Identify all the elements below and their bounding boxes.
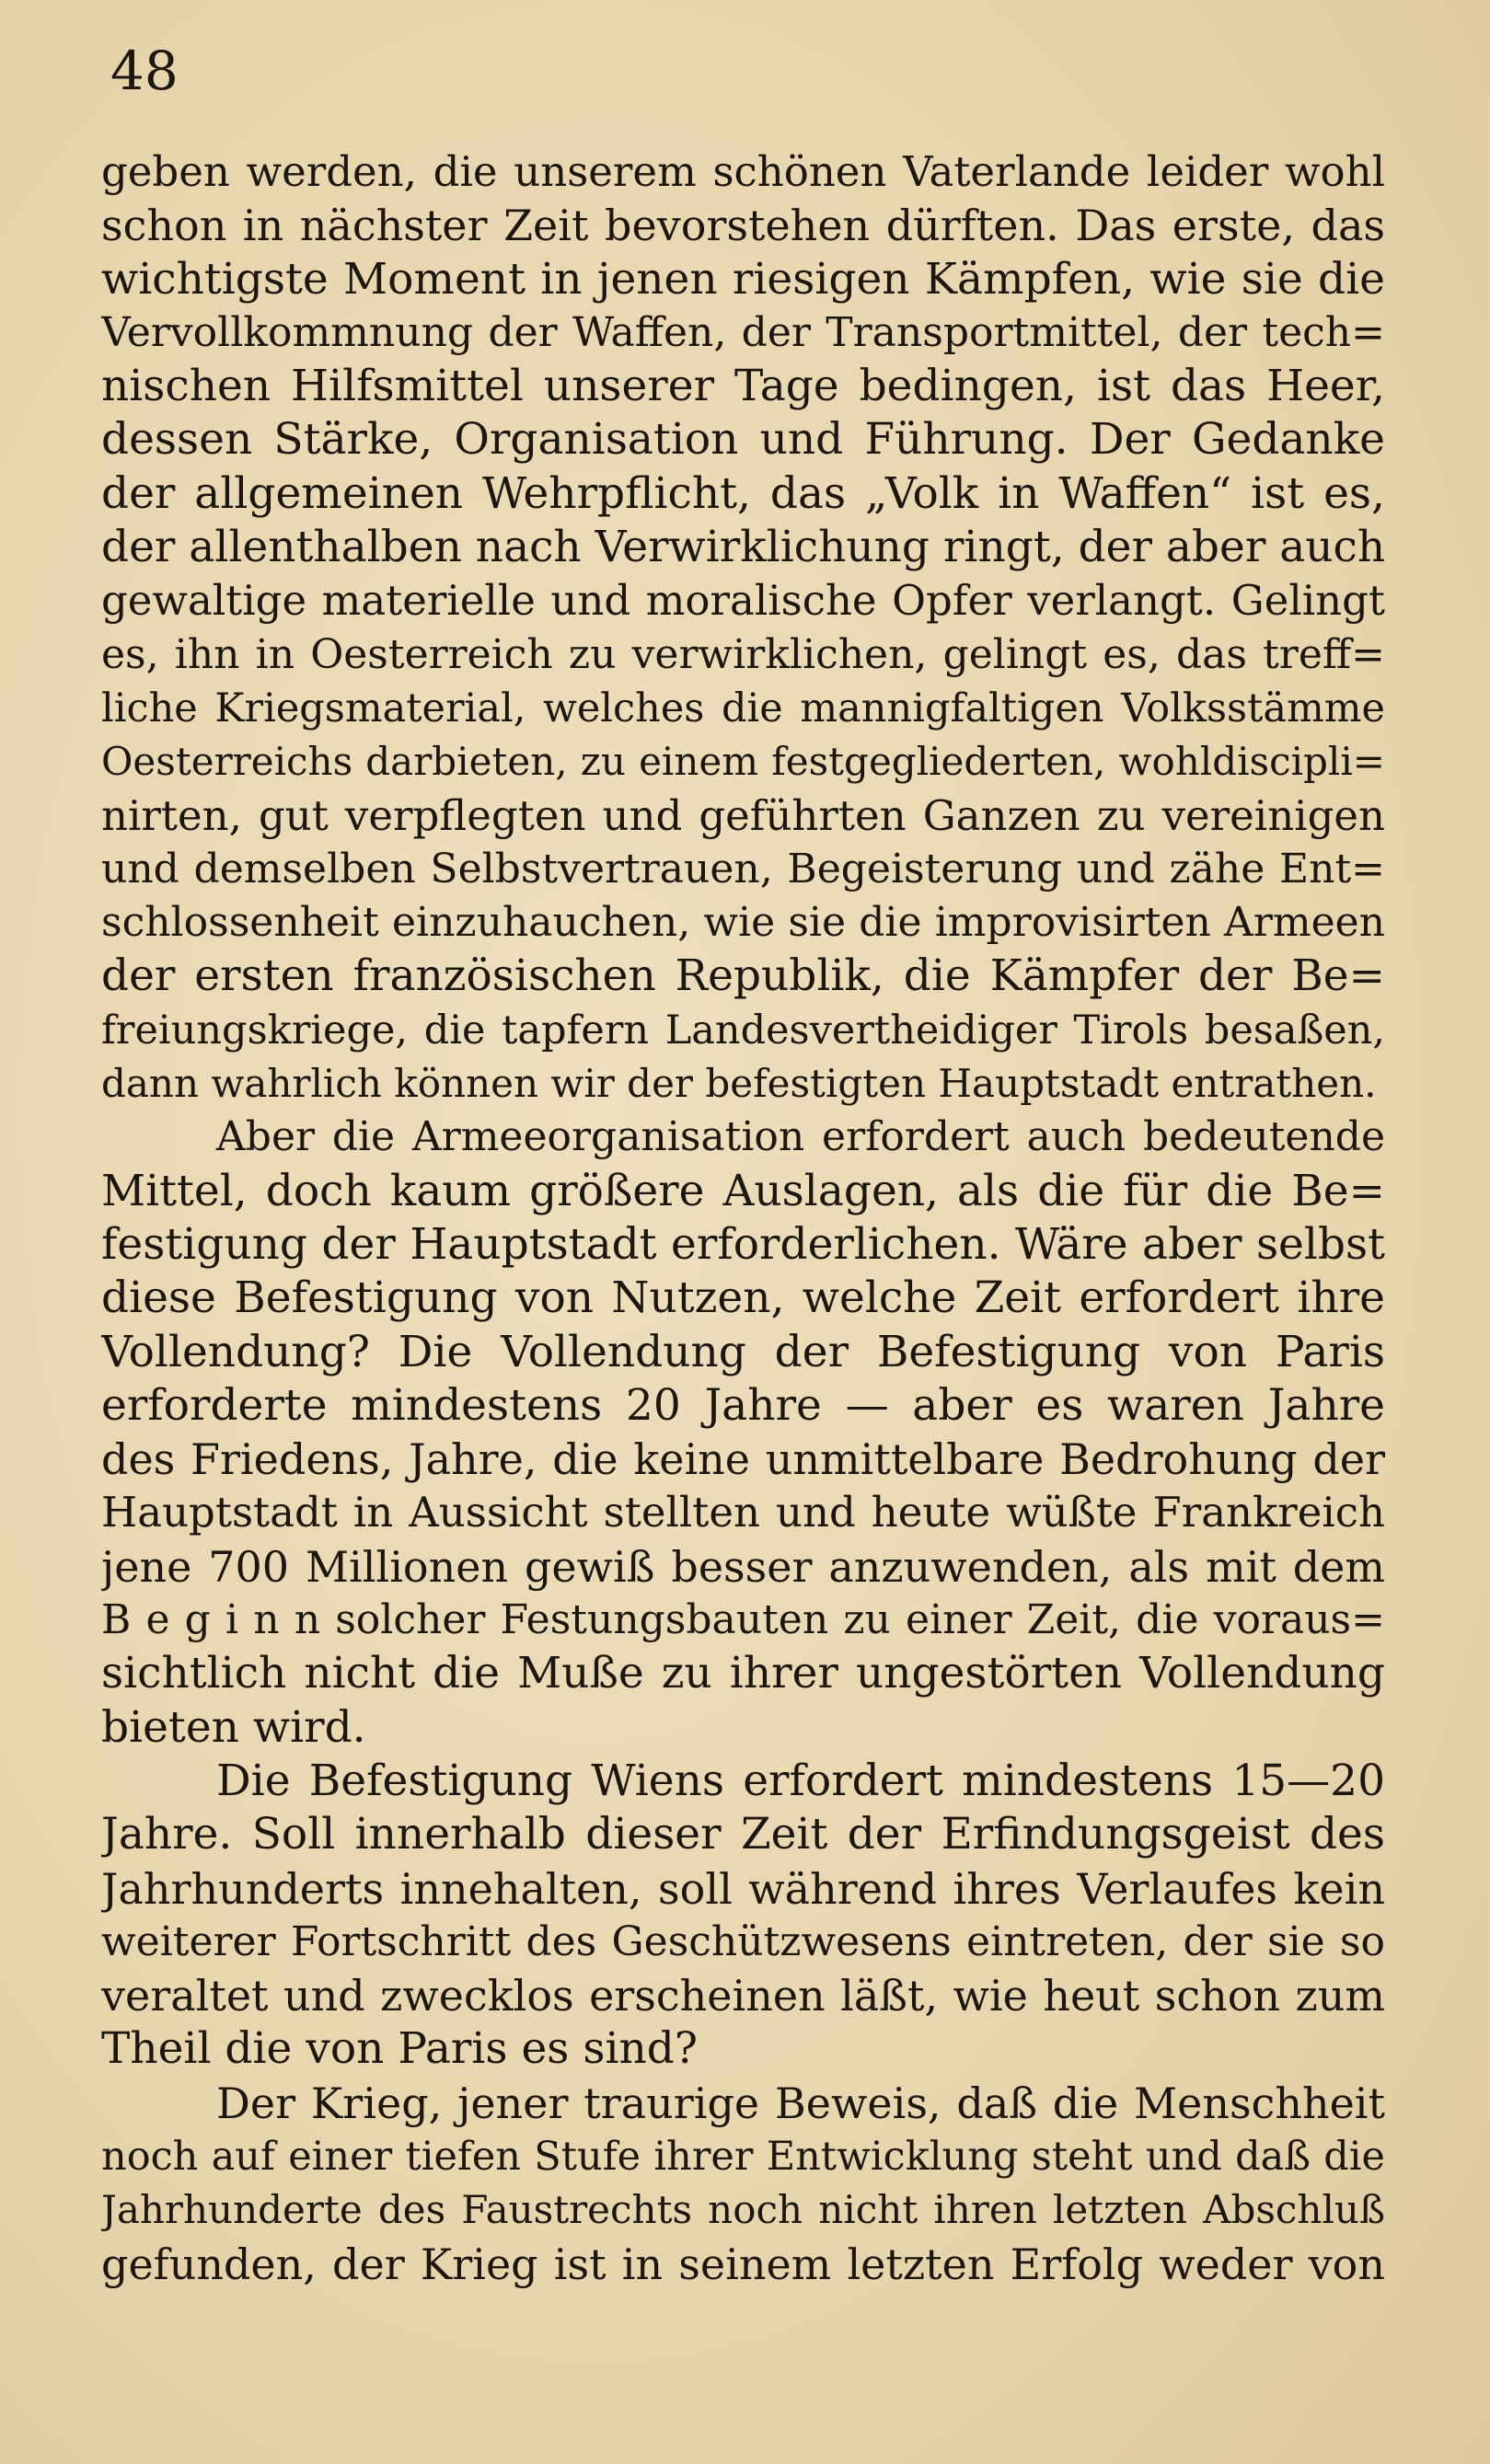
text-line: veraltet und zwecklos erscheinen läßt, wie heut schon zum [101,1971,1385,2021]
body-text [101,145,1385,2291]
text-line: Theil die von Paris es sind? [101,2023,699,2075]
text-line: liche Kriegsmaterial, welches die mannigfaltigen Volksstämme [101,685,1385,731]
page-number: 48 [110,40,179,102]
text-line: gefunden, der Krieg ist in seinem letzten Erfolg weder von [101,2239,1385,2289]
text-line: nirten, gut verpflegten und geführten Ganzen zu vereinigen [101,790,1385,840]
text-line: gewaltige materielle und moralische Opfer verlangt. Gelingt [101,576,1385,626]
text-line: B e g i n n solcher Festungsbauten zu einer Zeit, die voraus= [101,1596,1385,1644]
text-line: freiungskriege, die tapfern Landesvertheidiger Tirols besaßen, [101,1007,1385,1054]
text-line: wichtigste Moment in jenen riesigen Kämpfen, wie sie die [101,253,1385,305]
text-line: Vollendung? Die Vollendung der Befestigung von Paris [101,1326,1385,1377]
text-line: schon in nächster Zeit bevorstehen dürften. Das erste, das [101,201,1385,251]
paragraph [101,1755,1385,2077]
text-line: sichtlich nicht die Muße zu ihrer ungestörten Vollendung [101,1648,1385,1699]
text-line: Vervollkommnung der Waffen, der Transportmittel, der tech= [101,308,1385,356]
text-line: festigung der Hauptstadt erforderlichen. Wäre aber selbst [101,1218,1385,1270]
paragraph [101,1111,1385,1755]
text-line: jene 700 Millionen gewiß besser anzuwenden, als mit dem [101,1541,1385,1592]
text-line: des Friedens, Jahre, die keine unmittelbare Bedrohung der [101,1434,1385,1485]
text-line: nischen Hilfsmittel unserer Tage bedingen, ist das Heer, [101,361,1385,412]
text-line: Jahrhunderts innehalten, soll während ihres Verlaufes kein [101,1863,1385,1914]
text-line: Die Befestigung Wiens erfordert mindestens 15—20 [216,1755,1385,1806]
paragraph [101,2077,1385,2291]
text-line: der allenthalben nach Verwirklichung ringt, der aber auch [101,522,1385,573]
text-line: weiterer Fortschritt des Geschützwesens eintreten, der sie so [101,1917,1385,1965]
text-line: Hauptstadt in Aussicht stellten und heute wüßte Frankreich [101,1488,1385,1537]
text-line: schlossenheit einzuhauchen, wie sie die improvisirten Armeen [101,899,1385,947]
text-line: dessen Stärke, Organisation und Führung. Der Gedanke [101,414,1385,466]
text-line: bieten wird. [101,1701,366,1753]
text-line: noch auf einer tiefen Stufe ihrer Entwicklung steht und daß die [101,2133,1385,2180]
text-line: Aber die Armeeorganisation erfordert auch bedeutende [216,1113,1385,1161]
text-line: es, ihn in Oesterreich zu verwirklichen, gelingt es, das treff= [101,630,1385,678]
text-line: Der Krieg, jener traurige Beweis, daß die Menschheit [216,2078,1385,2128]
text-line: Jahre. Soll innerhalb dieser Zeit der Erfindungsgeist des [101,1809,1385,1860]
text-line: und demselben Selbstvertrauen, Begeisterung und zähe Ent= [101,845,1385,892]
text-line: erforderte mindestens 20 Jahre — aber es waren Jahre [101,1379,1385,1431]
text-line: Mittel, doch kaum größere Auslagen, als die für die Be= [101,1165,1385,1216]
text-line: Jahrhunderte des Faustrechts noch nicht ihren letzten Abschluß [101,2187,1385,2233]
text-line: dann wahrlich können wir der befestigten Hauptstadt entrathen. [101,1061,1377,1107]
text-line: der allgemeinen Wehrpflicht, das „Volk in Waffen“ ist es, [101,467,1385,519]
text-line: Oesterreichs darbieten, zu einem festgegliederten, wohldiscipli= [101,739,1385,785]
text-line: geben werden, die unserem schönen Vaterlande leider wohl [101,147,1385,196]
text-line: diese Befestigung von Nutzen, welche Zeit erfordert ihre [101,1272,1385,1324]
paragraph [101,145,1385,1111]
text-line: der ersten französischen Republik, die Kämpfer der Be= [101,950,1385,1002]
